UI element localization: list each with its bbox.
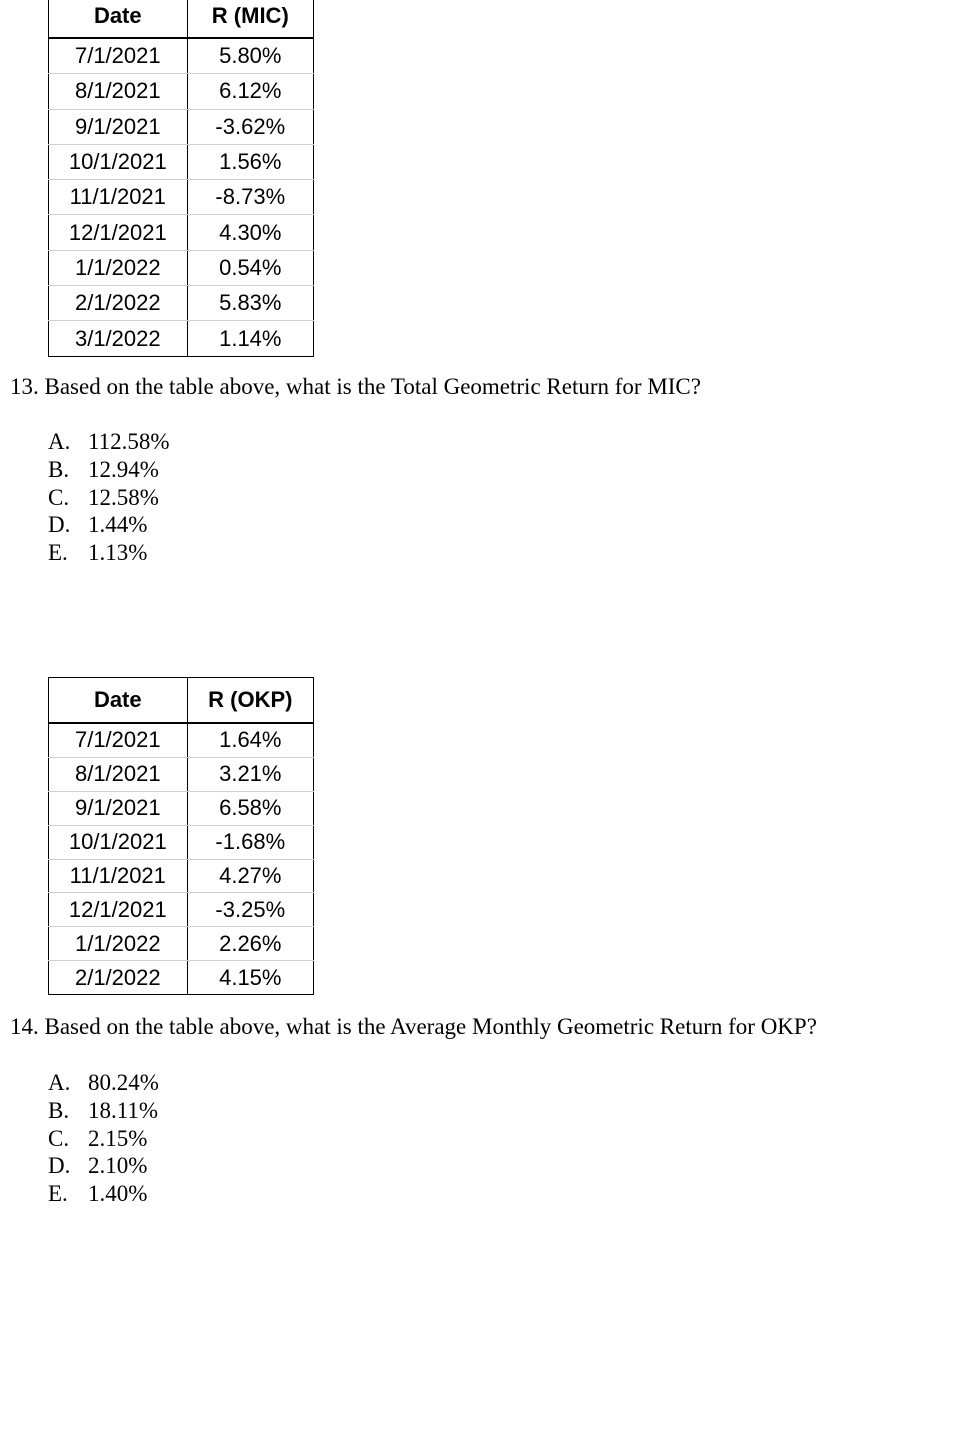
question-14-choices xyxy=(48,1069,159,1208)
date-column-header: Date xyxy=(49,678,188,724)
table-row xyxy=(49,927,314,961)
return-cell: 2.26% xyxy=(187,927,313,961)
table-header-row xyxy=(49,678,314,724)
choice-letter: D. xyxy=(48,512,71,538)
table-row xyxy=(49,38,314,74)
date-cell: 10/1/2021 xyxy=(49,825,188,859)
choice-text: 2.15% xyxy=(88,1125,148,1151)
return-cell: 1.56% xyxy=(187,144,313,179)
question-14-text: 14. Based on the table above, what is the Average Monthly Geometric Return for OKP? xyxy=(10,1014,817,1039)
table-row xyxy=(49,723,314,757)
return-cell: 3.21% xyxy=(187,757,313,791)
return-column-header: R (OKP) xyxy=(187,678,313,724)
question-13-text: 13. Based on the table above, what is the Total Geometric Return for MIC? xyxy=(10,374,701,399)
choice-option[interactable] xyxy=(48,1069,159,1097)
table-row xyxy=(49,757,314,791)
choice-option[interactable] xyxy=(48,484,170,512)
choice-letter: B. xyxy=(48,1097,70,1123)
table-row xyxy=(49,859,314,893)
date-cell: 8/1/2021 xyxy=(49,74,188,109)
date-cell: 12/1/2021 xyxy=(49,893,188,927)
choice-option[interactable] xyxy=(48,1097,159,1125)
return-cell: 4.15% xyxy=(219,964,282,990)
return-cell: 6.12% xyxy=(187,74,313,109)
choice-text: 1.40% xyxy=(88,1181,148,1207)
table-header-row xyxy=(49,0,314,38)
date-cell: 7/1/2021 xyxy=(49,723,188,757)
choice-letter: A. xyxy=(48,1070,71,1095)
choice-option[interactable] xyxy=(48,1180,159,1208)
table-row xyxy=(49,321,314,356)
choice-letter: A. xyxy=(48,429,71,454)
date-cell: 11/1/2021 xyxy=(49,859,188,893)
choice-letter: C. xyxy=(48,484,70,510)
date-cell: 1/1/2022 xyxy=(49,927,188,961)
date-cell: 1/1/2022 xyxy=(49,250,188,285)
date-cell: 2/1/2022 xyxy=(49,961,188,995)
return-cell: -1.68% xyxy=(187,825,313,859)
choice-option[interactable] xyxy=(48,428,170,456)
choice-letter: D. xyxy=(48,1153,71,1179)
choice-text: 12.94% xyxy=(88,456,159,482)
date-cell: 7/1/2021 xyxy=(49,38,188,74)
choice-text: 2.10% xyxy=(88,1153,148,1179)
choice-letter: E. xyxy=(48,540,68,566)
date-cell: 9/1/2021 xyxy=(49,791,188,825)
date-cell: 12/1/2021 xyxy=(49,215,188,250)
choice-option[interactable] xyxy=(48,539,170,567)
choice-letter: C. xyxy=(48,1125,70,1151)
return-cell: 0.54% xyxy=(187,250,313,285)
choice-option[interactable] xyxy=(48,511,170,539)
table-row xyxy=(49,250,314,285)
return-cell: 6.58% xyxy=(187,791,313,825)
choice-text: 1.13% xyxy=(88,540,148,566)
table-row xyxy=(49,215,314,250)
date-cell: 11/1/2021 xyxy=(49,180,188,215)
return-cell: 5.83% xyxy=(187,286,313,321)
choice-letter: E. xyxy=(48,1181,68,1207)
date-cell: 10/1/2021 xyxy=(49,144,188,179)
choice-option[interactable] xyxy=(48,456,170,484)
choice-text: 12.58% xyxy=(88,484,159,510)
table-row xyxy=(49,286,314,321)
table-row xyxy=(49,791,314,825)
table-row xyxy=(49,961,314,995)
okp-returns-table xyxy=(48,677,314,995)
return-cell: 4.27% xyxy=(187,859,313,893)
return-cell: 1.14% xyxy=(219,325,282,351)
table-row xyxy=(49,109,314,144)
choice-text: 80.24% xyxy=(88,1070,159,1095)
choice-letter: B. xyxy=(48,456,70,482)
choice-text: 1.44% xyxy=(88,512,148,538)
date-cell: 9/1/2021 xyxy=(49,109,188,144)
question-13-choices xyxy=(48,428,170,567)
table-row xyxy=(49,180,314,215)
choice-text: 112.58% xyxy=(88,429,170,454)
return-cell: 1.64% xyxy=(187,723,313,757)
return-cell: -8.73% xyxy=(187,180,313,215)
table-row xyxy=(49,144,314,179)
return-cell: 4.30% xyxy=(187,215,313,250)
return-column-header: R (MIC) xyxy=(187,0,313,38)
table-row xyxy=(49,893,314,927)
date-column-header: Date xyxy=(49,0,188,38)
choice-option[interactable] xyxy=(48,1125,159,1153)
date-cell: 2/1/2022 xyxy=(49,286,188,321)
return-cell: 5.80% xyxy=(187,38,313,74)
date-cell: 8/1/2021 xyxy=(49,757,188,791)
return-cell: -3.25% xyxy=(187,893,313,927)
choice-option[interactable] xyxy=(48,1152,159,1180)
date-cell: 3/1/2022 xyxy=(49,321,188,356)
mic-returns-table xyxy=(48,0,314,357)
table-row xyxy=(49,825,314,859)
table-row xyxy=(49,74,314,109)
choice-text: 18.11% xyxy=(88,1097,159,1123)
return-cell: -3.62% xyxy=(187,109,313,144)
